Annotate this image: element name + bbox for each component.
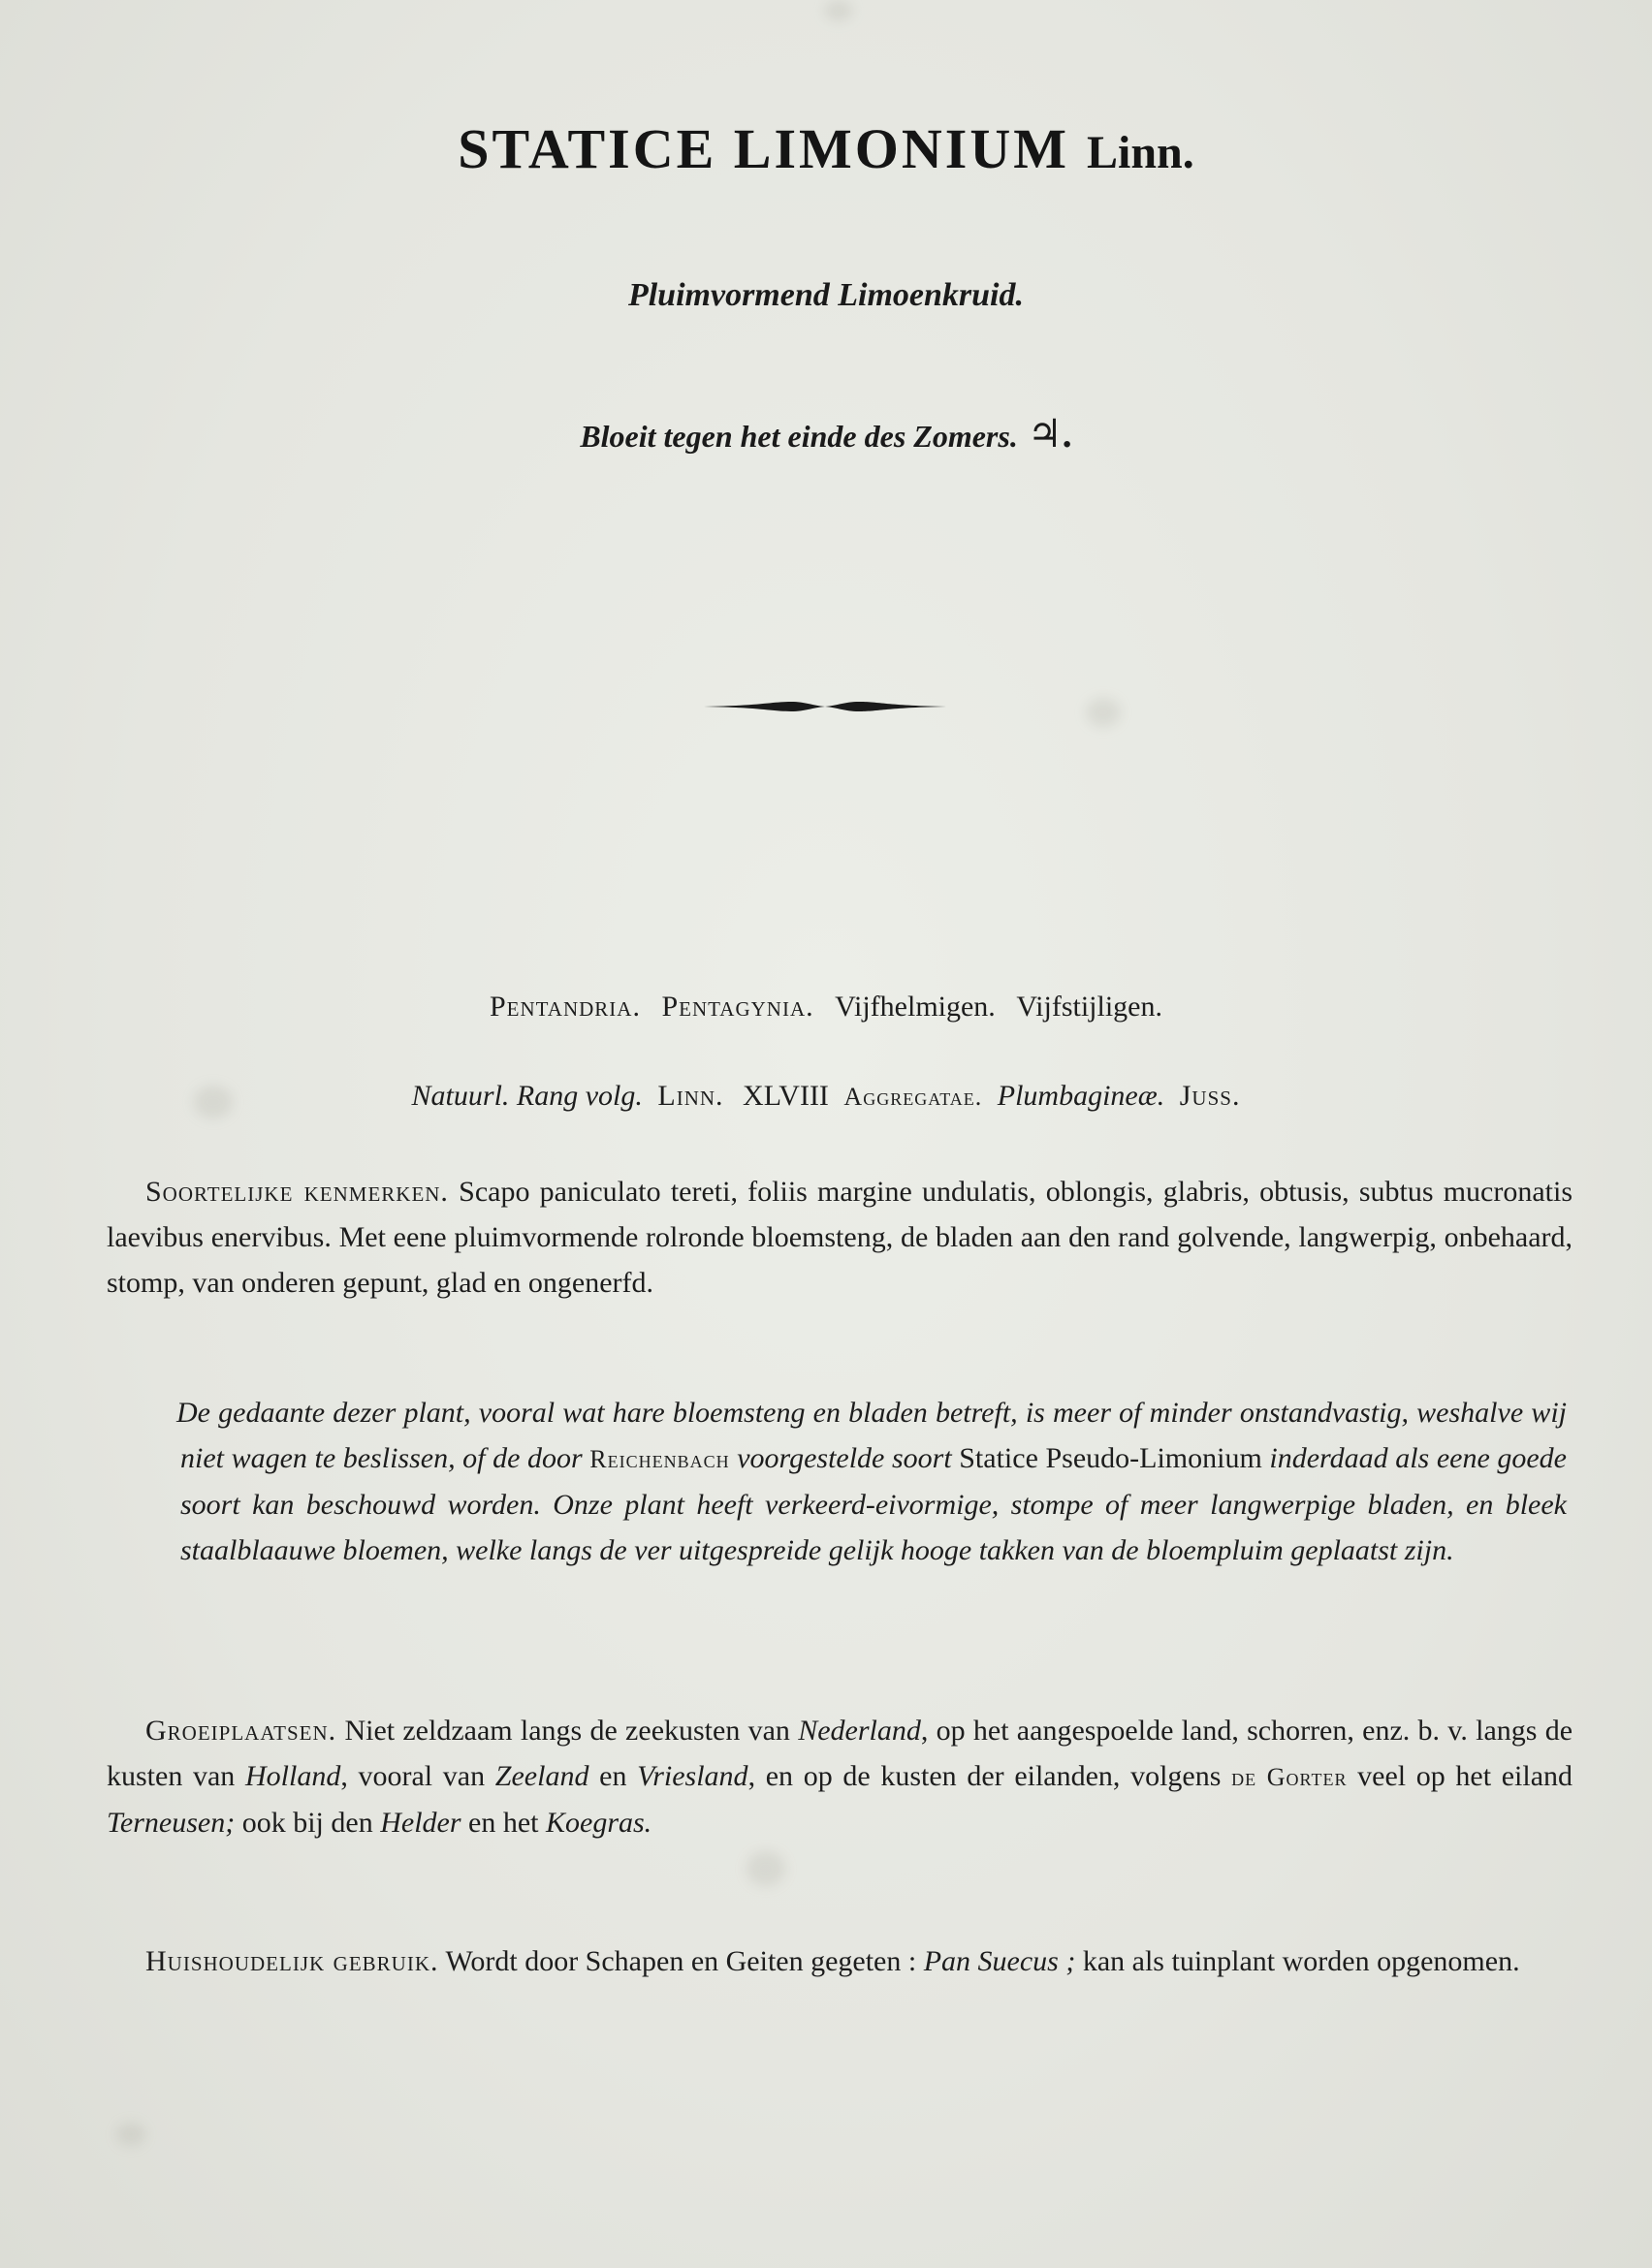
classification-line: [0, 991, 1652, 1024]
reichenbach-ref: Reichenbach: [589, 1445, 730, 1473]
dutch-order: Vijfstijligen.: [1016, 991, 1163, 1023]
page-title: [0, 116, 1652, 181]
place-terneusen: Terneusen;: [107, 1807, 236, 1839]
linnaeus-ref: Linn.: [657, 1080, 724, 1112]
place-helder: Helder: [380, 1807, 461, 1839]
note-text-3: inderdaad als eene goede soort kan beschouwd worden. Onze plant heeft verkeerd-eivormige, stompe of meer langwerpige bladen, en bleek staalblaauwe bloemen, welke langs de ver uitgespreide gelijk hooge takken van de bloempluim geplaatst zijn.: [180, 1442, 1567, 1566]
use-text: Wordt door Schapen en Geiten gegeten :: [445, 1945, 917, 1977]
linnaean-order: Pentagynia.: [661, 991, 814, 1023]
species-name: STATICE LIMONIUM: [458, 117, 1069, 180]
place-zeeland: Zeeland: [494, 1760, 589, 1792]
habitat-text: Niet zeldzaam langs de zeekusten van: [344, 1715, 790, 1747]
dutch-name: Pluimvormend Limoenkruid.: [627, 277, 1025, 313]
use-text: kan als tuinplant worden opgenomen.: [1082, 1945, 1520, 1977]
habitat-text: , en op de kusten der eilanden, volgens: [747, 1760, 1222, 1792]
rank-number: XLVIII: [743, 1080, 829, 1112]
use-heading: Huishoudelijk gebruik.: [145, 1945, 439, 1977]
perennial-symbol: ♃.: [1027, 412, 1072, 456]
author-abbrev: Linn.: [1087, 127, 1194, 178]
aggregatae: Aggregatae.: [843, 1083, 983, 1111]
place-koegras: Koegras.: [546, 1807, 652, 1839]
flowering-note: [0, 411, 1652, 457]
habitat-text: , vooral van: [340, 1760, 486, 1792]
linnaean-class: Pentandria.: [489, 991, 641, 1023]
ornament-divider: [704, 694, 946, 719]
paper-stain: [1086, 698, 1121, 727]
natural-rank-line: [0, 1080, 1652, 1113]
paper-stain: [824, 0, 853, 21]
habitat-text: ook bij den: [241, 1807, 373, 1839]
habitat-text: en: [599, 1760, 627, 1792]
paper-stain: [747, 1851, 785, 1886]
place-holland: Holland: [244, 1760, 341, 1792]
note-paragraph: [176, 1390, 1567, 1573]
flowering-text: Bloeit tegen het einde des Zomers.: [580, 419, 1018, 454]
note-text-1: De gedaante dezer plant, vooral wat hare bloemsteng en bladen betreft, is meer of minder onstandvastig, weshalve wij niet wagen te beslissen, of de door: [176, 1397, 1567, 1474]
dutch-class: Vijfhelmigen.: [835, 991, 996, 1023]
habitat-text: en het: [468, 1807, 539, 1839]
habitat-text: , op het aangespoelde land, schorren, enz. b. v. langs de kusten van: [107, 1715, 1573, 1792]
characteristics-heading: Soortelijke kenmerken.: [145, 1176, 449, 1208]
pan-suecus: Pan Suecus ;: [923, 1945, 1076, 1977]
species-ref: Statice Pseudo-Limonium: [959, 1442, 1262, 1474]
habitat-text: veel op het eiland: [1357, 1760, 1573, 1792]
habitat-heading: Groeiplaatsen.: [145, 1715, 337, 1747]
natural-rank-label: Natuurl. Rang volg.: [411, 1080, 643, 1112]
use-paragraph: [107, 1938, 1573, 1984]
paper-stain: [116, 2123, 145, 2146]
characteristics-paragraph: [107, 1169, 1573, 1306]
characteristics-text: Scapo paniculato tereti, foliis margine undulatis, oblongis, glabris, obtusis, subtus mucronatis laevibus enervibus. Met eene pluimvormende rolronde bloemsteng, de bladen aan den rand golvende, langwerpig, onbehaard, stomp, van onderen gepunt, glad en ongenerfd.: [107, 1176, 1573, 1299]
place-nederland: Nederland: [798, 1715, 921, 1747]
place-vriesland: Vriesland: [637, 1760, 748, 1792]
note-text-2: voorgestelde soort: [737, 1442, 952, 1474]
jussieu-ref: Juss.: [1179, 1080, 1241, 1112]
family-name: Plumbagineæ.: [997, 1080, 1165, 1112]
habitat-paragraph: [107, 1708, 1573, 1845]
de-gorter-ref: de Gorter: [1231, 1763, 1348, 1791]
